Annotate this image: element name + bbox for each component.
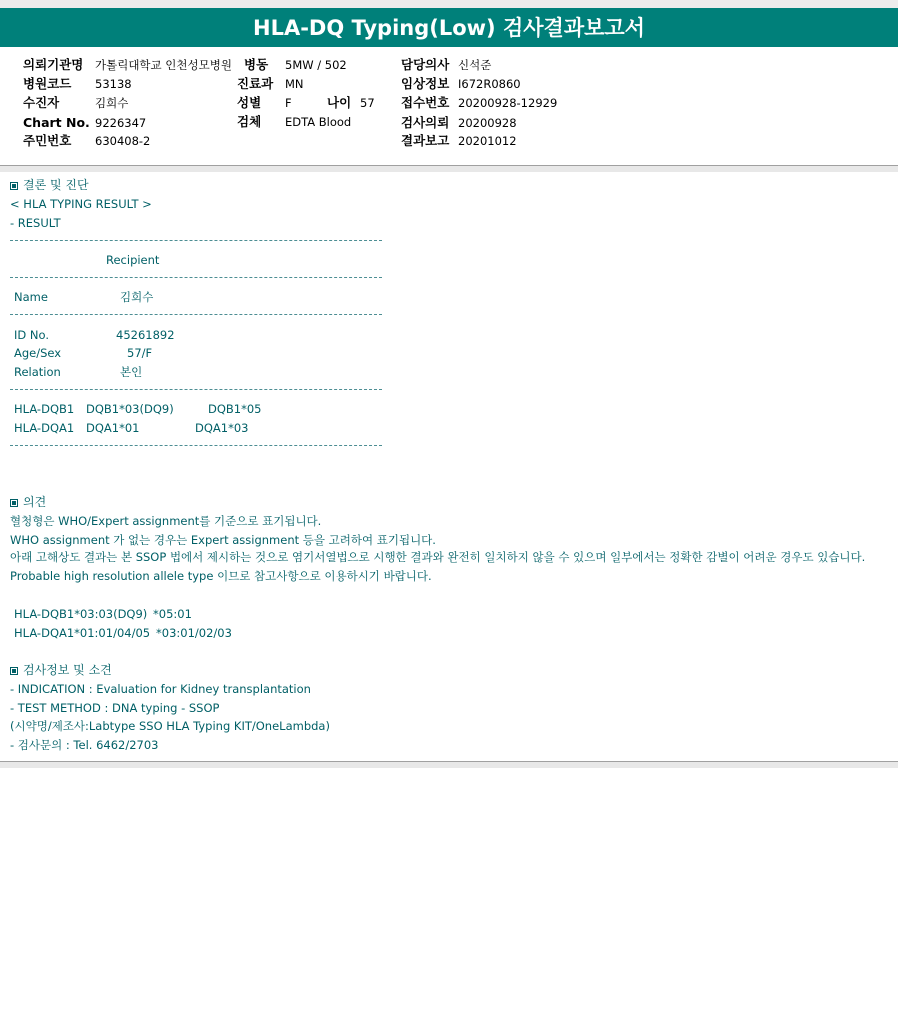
age-label: 나이 <box>327 95 352 110</box>
age-value: 57 <box>360 96 375 110</box>
section-bullet-icon <box>10 182 18 190</box>
patient-label: 수진자 <box>23 95 60 110</box>
opinion-line-2: WHO assignment 가 없는 경우는 Expert assignment 등을 고려하여 표기됩니다. <box>10 533 436 547</box>
chart-label: Chart No. <box>23 115 90 130</box>
resident-value: 630408-2 <box>95 134 151 148</box>
receipt-value: 20200928-12929 <box>458 96 558 110</box>
indication-line: - INDICATION : Evaluation for Kidney transplantation <box>10 682 311 696</box>
clinical-info-value: I672R0860 <box>458 77 521 91</box>
dqb1-allele-1: DQB1*03(DQ9) <box>86 402 174 416</box>
receipt-label: 접수번호 <box>401 95 450 110</box>
request-label: 검사의뢰 <box>401 115 450 130</box>
hr-dqb1-label: HLA-DQB1*03:03(DQ9) <box>14 607 148 621</box>
report-date-value: 20201012 <box>458 134 517 148</box>
hospital-code-value: 53138 <box>95 77 132 91</box>
conclusion-heading: 결론 및 진단 <box>10 178 89 192</box>
dashed-divider <box>10 389 382 390</box>
test-method-line: - TEST METHOD : DNA typing - SSOP <box>10 701 220 715</box>
report-date-label: 결과보고 <box>401 133 450 148</box>
institution-value: 가톨릭대학교 인천성모병원 <box>95 58 232 72</box>
dqb1-allele-2: DQB1*05 <box>208 402 262 416</box>
request-value: 20200928 <box>458 116 517 130</box>
institution-label: 의뢰기관명 <box>23 57 84 72</box>
dashed-divider <box>10 314 382 315</box>
agesex-value: 57/F <box>127 346 153 360</box>
name-value: 김희수 <box>120 290 154 304</box>
hospital-code-label: 병원코드 <box>23 76 72 91</box>
department-value: MN <box>285 77 304 91</box>
sex-label: 성별 <box>237 95 262 110</box>
department-label: 진료과 <box>237 76 274 91</box>
chart-value: 9226347 <box>95 116 147 130</box>
relation-value: 본인 <box>120 365 143 379</box>
patient-value: 김희수 <box>95 96 129 110</box>
opinion-line-1: 혈청형은 WHO/Expert assignment를 기준으로 표기됩니다. <box>10 514 322 528</box>
section-bullet-icon <box>10 499 18 507</box>
doctor-value: 신석준 <box>458 58 492 72</box>
doctor-label: 담당의사 <box>401 57 450 72</box>
reagent-line: (시약명/제조사:Labtype SSO HLA Typing KIT/OneLambda) <box>10 719 330 733</box>
id-value: 45261892 <box>116 328 175 342</box>
hr-dqa1-value: *03:01/02/03 <box>156 626 232 640</box>
relation-label: Relation <box>14 365 61 379</box>
opinion-heading: 의견 <box>10 495 46 509</box>
agesex-label: Age/Sex <box>14 346 62 360</box>
contact-line: - 검사문의 : Tel. 6462/2703 <box>10 738 159 752</box>
clinical-info-label: 임상정보 <box>401 76 450 91</box>
top-border <box>0 0 898 8</box>
result-label: - RESULT <box>10 216 61 230</box>
resident-label: 주민번호 <box>23 133 72 148</box>
footer-separator <box>0 761 898 768</box>
test-info-heading: 검사정보 및 소견 <box>10 663 112 677</box>
report-title: HLA-DQ Typing(Low) 검사결과보고서 <box>0 8 898 47</box>
dqb1-label: HLA-DQB1 <box>14 402 75 416</box>
header-separator <box>0 165 898 172</box>
name-label: Name <box>14 290 48 304</box>
dqa1-allele-2: DQA1*03 <box>195 421 249 435</box>
dqa1-label: HLA-DQA1 <box>14 421 75 435</box>
recipient-header: Recipient <box>106 253 160 267</box>
hr-dqa1-label: HLA-DQA1*01:01/04/05 <box>14 626 151 640</box>
specimen-value: EDTA Blood <box>285 115 352 129</box>
sex-value: F <box>285 96 292 110</box>
dashed-divider <box>10 240 382 241</box>
ward-label: 병동 <box>244 57 269 72</box>
ward-value: 5MW / 502 <box>285 58 347 72</box>
id-label: ID No. <box>14 328 49 342</box>
dqa1-allele-1: DQA1*01 <box>86 421 140 435</box>
dashed-divider <box>10 277 382 278</box>
dashed-divider <box>10 445 382 446</box>
opinion-paragraph: 아래 고해상도 결과는 본 SSOP 법에서 제시하는 것으로 염기서열법으로 시행한 결과와 완전히 일치하지 않을 수 있으며 일부에서는 정확한 감별이 어려운 경우도 있습니다. Probable high resolution allele type 이므로 참고사항으로 이용하시기 바랍니다. <box>10 550 866 583</box>
specimen-label: 검체 <box>237 114 262 129</box>
hr-dqb1-value: *05:01 <box>153 607 192 621</box>
hla-typing-result-title: < HLA TYPING RESULT > <box>10 197 152 211</box>
section-bullet-icon <box>10 667 18 675</box>
